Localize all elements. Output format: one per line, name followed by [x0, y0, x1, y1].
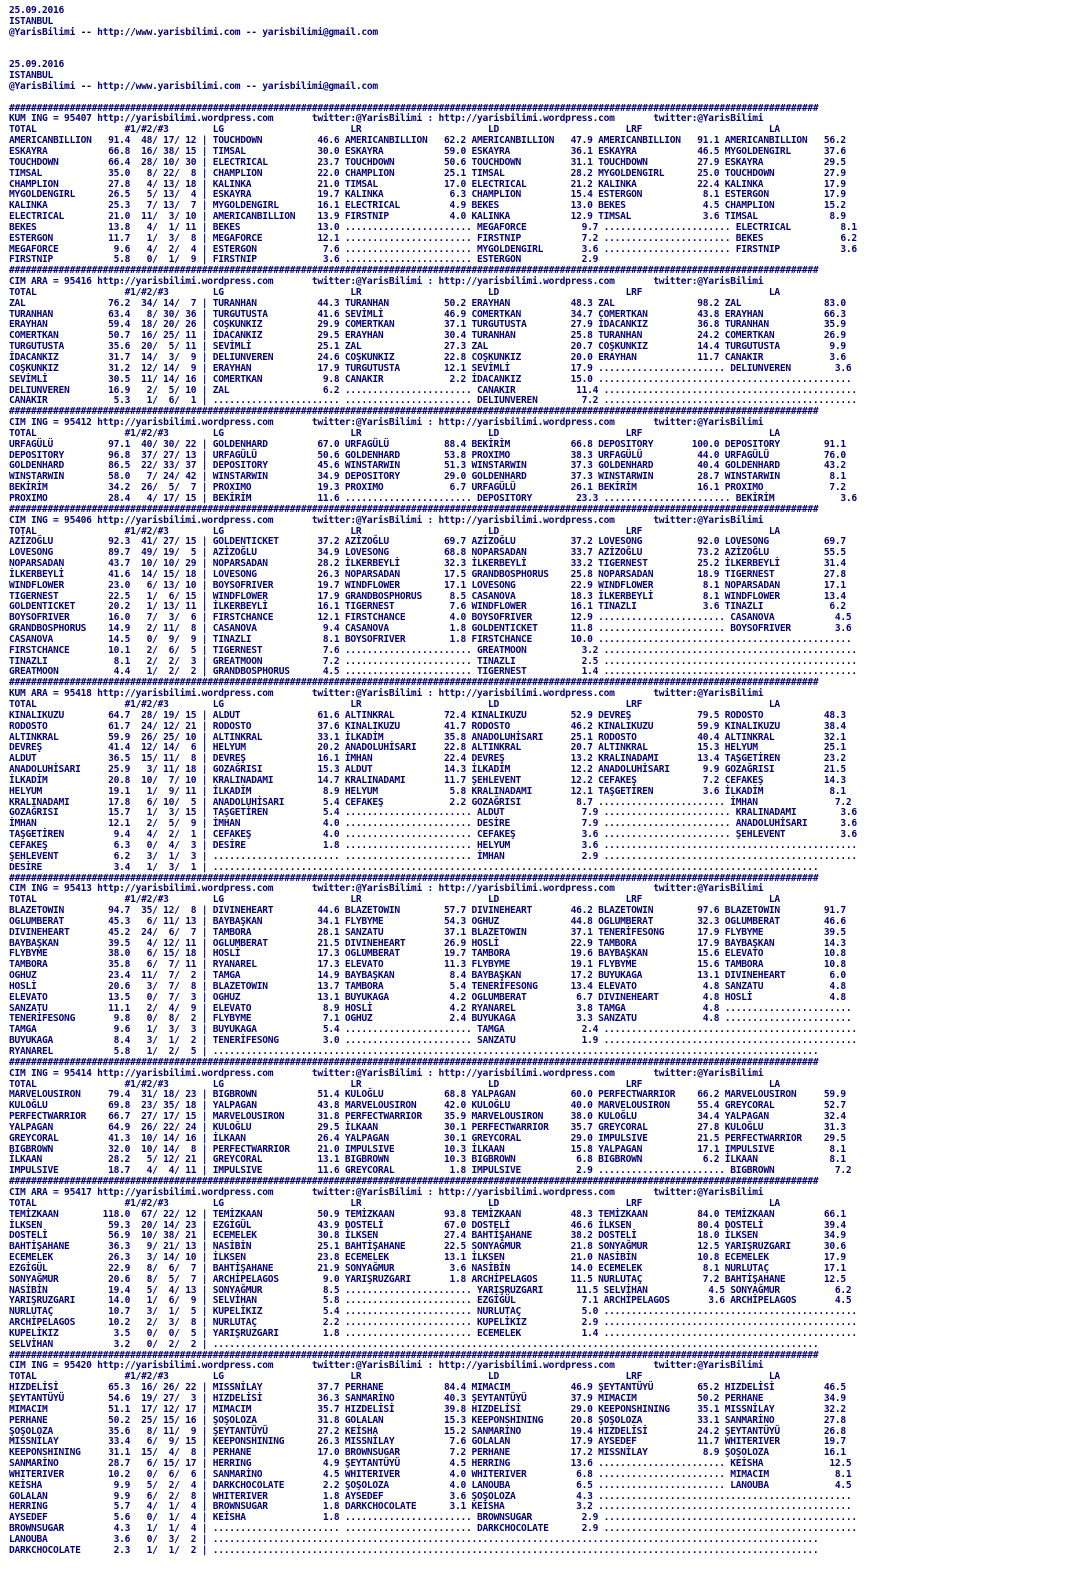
text-line: ZAL 76.2 34/ 14/ 7 | TURANHAN 44.3 TURANHAN 50.2 ERAYHAN 48.3 ZAL 98.2 ZAL 83.0 — [9, 297, 846, 309]
text-line: GREATMOON 4.4 1/ 2/ 2 | GRANDBOSPHORUS 4.5 ....................... TIGERNEST 1.4 .............................................. — [9, 666, 857, 678]
text-line: CIM ING = 95420 http://yarisbilimi.wordpress.com twitter:@YarisBilimi : http://yarisbilimi.wordpress.com twitter:@YarisBilimi — [9, 1360, 764, 1372]
text-line: ŞOŞOLOZA 35.6 8/ 11/ 9 | ŞEYTANTÜYÜ 27.2 KEİSHA 15.2 SANMARİNO 19.4 HIZDELİSİ 24.2 ŞEYTANTÜYÜ 26.8 — [9, 1425, 846, 1437]
text-line: TINAZLI 8.1 2/ 2/ 3 | GREATMOON 7.2 ....................... TINAZLI 2.5 .............................................. — [9, 655, 857, 667]
text-line: CIM ING = 95413 http://yarisbilimi.wordpress.com twitter:@YarisBilimi : http://yarisbilimi.wordpress.com twitter:@YarisBilimi — [9, 883, 764, 895]
text-line: TOTAL #1/#2/#3 LG LR LD LRF LA — [9, 1197, 780, 1209]
text-line: COMERTKAN 50.7 16/ 25/ 11 | İDACANKIZ 29.5 ERAYHAN 30.4 TURANHAN 25.8 TURANHAN 24.2 COMERTKAN 26.9 — [9, 330, 846, 342]
text-line: TOTAL #1/#2/#3 LG LR LD LRF LA — [9, 525, 780, 537]
text-line: NURLUTAÇ 10.7 3/ 1/ 5 | KUPELİKIZ 5.4 ....................... NURLUTAÇ 5.0 .............................................. — [9, 1306, 857, 1318]
text-line: CANAKIR 5.3 1/ 6/ 1 | ....................... ....................... DELIUNVEREN 7.2 .............................................. — [9, 395, 857, 407]
text-line: TURGUTUSTA 35.6 20/ 5/ 11 | SEVİMLİ 25.1 ZAL 27.3 ZAL 20.7 COŞKUNKIZ 14.4 TURGUTUSTA 9.9 — [9, 341, 846, 353]
text-line: ELECTRICAL 21.0 11/ 3/ 10 | AMERICANBILLION 13.9 FIRSTNIP 4.0 KALINKA 12.9 TIMSAL 3.6 TIMSAL 8.9 — [9, 211, 846, 223]
text-line: TAŞGETİREN 9.4 4/ 2/ 1 | CEFAKEŞ 4.0 ....................... CEFAKEŞ 3.6 ....................... ŞEHLEVENT 3.6 — [9, 829, 857, 841]
text-line: KULOĞLU 69.8 23/ 35/ 18 | YALPAGAN 43.8 MARVELOUSIRON 42.0 KULOĞLU 40.0 MARVELOUSIRON 55.4 GREYCORAL 52.7 — [9, 1100, 846, 1112]
text-line: ################################################################################################################################################### — [9, 265, 819, 277]
text-line: YARIŞRUZGARI 14.0 1/ 6/ 9 | SELVİHAN 5.8 ....................... EZGİGÜL 7.1 ARCHİPELAGOS 3.6 ARCHİPELAGOS 4.5 — [9, 1295, 852, 1307]
text-line: TEMİZKAAN 118.0 67/ 22/ 12 | TEMİZKAAN 50.9 TEMİZKAAN 93.8 TEMİZKAAN 48.3 TEMİZKAAN 84.0 TEMİZKAAN 66.1 — [9, 1208, 846, 1220]
text-line: RODOSTO 61.7 24/ 12/ 21 | RODOSTO 37.6 KINALIKUZU 41.7 RODOSTO 46.2 KINALIKUZU 59.9 KINALIKUZU 38.4 — [9, 720, 846, 732]
text-line: TOUCHDOWN 66.4 28/ 10/ 30 | ELECTRICAL 23.7 TOUCHDOWN 50.6 TOUCHDOWN 31.1 TOUCHDOWN 27.9 ESKAYRA 29.5 — [9, 156, 846, 168]
text-line: ALDUT 36.5 15/ 11/ 8 | DEVREŞ 16.1 İMHAN 22.4 DEVREŞ 13.2 KRALINADAMI 13.4 TAŞGETİREN 23.2 — [9, 753, 846, 765]
text-line: @YarisBilimi -- http://www.yarisbilimi.com -- yarisbilimi@gmail.com — [9, 26, 378, 38]
text-line: TIMSAL 35.0 8/ 22/ 8 | CHAMPLION 22.0 CHAMPLION 25.1 TIMSAL 28.2 MYGOLDENGIRL 25.0 TOUCHDOWN 27.9 — [9, 167, 846, 179]
race-stats-text — [9, 6, 1074, 1557]
text-line — [9, 49, 1074, 60]
text-line: GOLDENHARD 86.5 22/ 33/ 37 | DEPOSITORY 45.6 WINSTARWIN 51.3 WINSTARWIN 37.3 GOLDENHARD 40.4 GOLDENHARD 43.2 — [9, 460, 846, 472]
text-line: DELIUNVEREN 16.9 2/ 5/ 10 | ZAL 6.2 ....................... CANAKIR 11.4 .............................................. — [9, 384, 857, 396]
text-line: ISTANBUL — [9, 15, 54, 27]
text-line: MARVELOUSIRON 79.4 31/ 18/ 23 | BIGBROWN 51.4 KULOĞLU 68.8 YALPAGAN 60.0 PERFECTWARRIOR 66.2 MARVELOUSIRON 59.9 — [9, 1089, 846, 1101]
text-line: MIMACIM 51.1 17/ 12/ 17 | MIMACIM 35.7 HIZDELİSİ 39.8 HIZDELİSİ 29.0 KEEPONSHINING 35.1 MISSNİLAY 32.2 — [9, 1403, 846, 1415]
text-line: OGLUMBERAT 45.3 6/ 11/ 13 | BAYBAŞKAN 34.1 FLYBYME 54.3 OGHUZ 44.8 OGLUMBERAT 32.3 OGLUMBERAT 46.6 — [9, 915, 846, 927]
text-line: ################################################################################################################################################### — [9, 1349, 819, 1361]
text-line: LOVESONG 89.7 49/ 19/ 5 | AZİZOĞLU 34.9 LOVESONG 68.8 NOPARSADAN 33.7 AZİZOĞLU 73.2 AZİZOĞLU 55.5 — [9, 547, 846, 559]
text-line: PERHANE 50.2 25/ 15/ 16 | ŞOŞOLOZA 31.8 GOLALAN 15.3 KEEPONSHINING 20.8 ŞOŞOLOZA 33.1 SANMARİNO 27.8 — [9, 1414, 846, 1426]
text-line: FIRSTCHANCE 10.1 2/ 6/ 5 | TIGERNEST 7.6 ....................... GREATMOON 3.2 .............................................. — [9, 644, 857, 656]
text-line: MISSNİLAY 33.4 6/ 9/ 15 | KEEPONSHINING 26.3 MISSNİLAY 7.6 GOLALAN 17.9 AYSEDEF 11.7 WHITERIVER 19.7 — [9, 1436, 846, 1448]
text-line: ################################################################################################################################################### — [9, 1176, 819, 1188]
text-line: İLKADİM 20.8 10/ 7/ 10 | KRALINADAMI 14.7 KRALINADAMI 11.7 ŞEHLEVENT 12.2 CEFAKEŞ 7.2 CEFAKEŞ 14.3 — [9, 774, 846, 786]
text-line: AZİZOĞLU 92.3 41/ 27/ 15 | GOLDENTICKET 37.2 AZİZOĞLU 69.7 AZİZOĞLU 37.2 LOVESONG 92.0 LOVESONG 69.7 — [9, 536, 846, 548]
text-line: ARCHİPELAGOS 10.2 2/ 3/ 8 | NURLUTAÇ 2.2 ....................... KUPELİKIZ 2.9 .............................................. — [9, 1317, 857, 1329]
text-line: BAYBAŞKAN 39.5 4/ 12/ 11 | OGLUMBERAT 21.5 DIVINEHEART 26.9 HOSLİ 22.9 TAMBORA 17.9 BAYBAŞKAN 14.3 — [9, 937, 846, 949]
text-line: GOLDENTICKET 20.2 1/ 13/ 11 | İLKERBEYLİ 16.1 TIGERNEST 7.6 WINDFLOWER 16.1 TINAZLI 3.6 TINAZLI 6.2 — [9, 601, 846, 613]
text-line: BEKİRİM 34.2 26/ 5/ 7 | PROXIMO 19.3 PROXIMO 6.7 URFAGÜLÜ 26.1 BEKİRİM 16.1 PROXIMO 7.2 — [9, 482, 846, 494]
text-line: ISTANBUL — [9, 70, 54, 82]
text-line: 25.09.2016 — [9, 5, 65, 16]
text-line: ŞEHLEVENT 6.2 3/ 1/ 3 | ....................... ....................... İMHAN 2.9 .............................................. — [9, 850, 857, 862]
text-line: SANMARİNO 28.7 6/ 15/ 17 | HERRING 4.9 ŞEYTANTÜYÜ 4.5 HERRING 13.6 ....................... KEİSHA 12.5 — [9, 1458, 852, 1470]
text-line: IMPULSIVE 18.7 4/ 4/ 11 | IMPULSIVE 11.6 GREYCORAL 1.8 IMPULSIVE 2.9 ....................... BIGBROWN 7.2 — [9, 1165, 852, 1177]
text-line: TOTAL #1/#2/#3 LG LR LD LRF LA — [9, 286, 780, 298]
text-line: DEPOSITORY 96.8 37/ 27/ 13 | URFAGÜLÜ 50.6 GOLDENHARD 53.8 PROXIMO 38.3 URFAGÜLÜ 44.0 URFAGÜLÜ 76.0 — [9, 449, 846, 461]
text-line: BAHTİŞAHANE 36.3 9/ 21/ 13 | NASİBİN 25.1 BAHTİŞAHANE 22.5 SONYAĞMUR 21.8 SONYAĞMUR 12.5 YARIŞRUZGARI 30.6 — [9, 1241, 846, 1253]
text-line: KALINKA 25.3 7/ 13/ 7 | MYGOLDENGIRL 16.1 ELECTRICAL 4.9 BEKES 13.0 BEKES 4.5 CHAMPLION 15.2 — [9, 200, 846, 212]
text-line: İLKAAN 28.2 5/ 12/ 21 | GREYCORAL 13.1 BIGBROWN 10.3 BIGBROWN 6.8 BIGBROWN 6.2 İLKAAN 8.1 — [9, 1154, 846, 1166]
text-line: DARKCHOCOLATE 2.3 1/ 1/ 2 | .............................................................................................................. — [9, 1544, 819, 1556]
text-line: SEVİMLİ 30.5 11/ 14/ 16 | COMERTKAN 9.8 CANAKIR 2.2 İDACANKIZ 15.0 .............................................. — [9, 373, 852, 385]
text-line: PERFECTWARRIOR 66.7 27/ 17/ 15 | MARVELOUSIRON 31.8 PERFECTWARRIOR 35.9 MARVELOUSIRON 38.0 KULOĞLU 34.4 YALPAGAN 32.4 — [9, 1111, 846, 1123]
text-line: YALPAGAN 64.9 26/ 22/ 24 | KULOĞLU 29.5 İLKAAN 30.1 PERFECTWARRIOR 35.7 GREYCORAL 27.8 KULOĞLU 31.3 — [9, 1121, 846, 1133]
text-line: TENERİFESONG 9.8 0/ 8/ 2 | FLYBYME 7.1 OGHUZ 2.4 BUYUKAGA 3.3 SANZATU 4.8 ....................... — [9, 1013, 852, 1025]
text-line: CIM ING = 95412 http://yarisbilimi.wordpress.com twitter:@YarisBilimi : http://yarisbilimi.wordpress.com twitter:@YarisBilimi — [9, 417, 764, 429]
text-line: TURANHAN 63.4 8/ 30/ 36 | TURGUTUSTA 41.6 SEVİMLİ 46.9 COMERTKAN 34.7 COMERTKAN 43.8 ERAYHAN 66.3 — [9, 308, 846, 320]
text-line: ECEMELEK 26.3 3/ 14/ 10 | İLKSEN 23.8 ECEMELEK 13.1 İLKSEN 21.0 NASİBİN 10.8 ECEMELEK 17.9 — [9, 1252, 846, 1264]
text-line: TOTAL #1/#2/#3 LG LR LD LRF LA — [9, 1371, 780, 1383]
text-line: ESKAYRA 66.8 16/ 38/ 15 | TIMSAL 30.0 ESKAYRA 59.0 ESKAYRA 36.1 ESKAYRA 46.5 MYGOLDENGIRL 37.6 — [9, 145, 846, 157]
text-line: TOTAL #1/#2/#3 LG LR LD LRF LA — [9, 427, 780, 439]
text-line: URFAGÜLÜ 97.1 40/ 30/ 22 | GOLDENHARD 67.0 URFAGÜLÜ 88.4 BEKİRİM 66.8 DEPOSITORY 100.0 DEPOSITORY 91.1 — [9, 438, 846, 450]
text-line: CIM ING = 95406 http://yarisbilimi.wordpress.com twitter:@YarisBilimi : http://yarisbilimi.wordpress.com twitter:@YarisBilimi — [9, 514, 764, 526]
text-line: TOTAL #1/#2/#3 LG LR LD LRF LA — [9, 894, 780, 906]
text-line: WINSTARWIN 58.0 7/ 24/ 42 | WINSTARWIN 34.9 DEPOSITORY 29.0 GOLDENHARD 37.3 WINSTARWIN 28.7 WINSTARWIN 8.1 — [9, 471, 846, 483]
text-line: CEFAKEŞ 6.3 0/ 4/ 3 | DESİRE 1.8 ....................... HELYUM 3.6 .............................................. — [9, 839, 857, 851]
text-line: GOZAĞRISI 15.7 1/ 3/ 15 | TAŞGETİREN 5.4 ....................... ALDUT 7.9 ....................... KRALINADAMI 3.6 — [9, 807, 857, 819]
text-line: HOSLİ 20.6 3/ 7/ 8 | BLAZETOWIN 13.7 TAMBORA 5.4 TENERİFESONG 13.4 ELEVATO 4.8 SANZATU 4.8 — [9, 980, 846, 992]
text-line: OGHUZ 23.4 11/ 7/ 2 | TAMGA 14.9 BAYBAŞKAN 8.4 BAYBAŞKAN 17.2 BUYUKAGA 13.1 DIVINEHEART 6.0 — [9, 970, 846, 982]
text-line: AMERICANBILLION 91.4 48/ 17/ 12 | TOUCHDOWN 46.6 AMERICANBILLION 62.2 AMERICANBILLION 47.9 AMERICANBILLION 91.1 AMERICANBILLION 56.2 — [9, 135, 846, 147]
text-line: CIM ING = 95414 http://yarisbilimi.wordpress.com twitter:@YarisBilimi : http://yarisbilimi.wordpress.com twitter:@YarisBilimi — [9, 1067, 764, 1079]
text-line: COŞKUNKIZ 31.2 12/ 14/ 9 | ERAYHAN 17.9 TURGUTUSTA 12.1 SEVİMLİ 17.9 ....................... DELIUNVEREN 3.6 — [9, 362, 852, 374]
text-line: TIGERNEST 22.5 1/ 6/ 15 | WINDFLOWER 17.9 GRANDBOSPHORUS 8.5 CASANOVA 18.3 İLKERBEYLİ 8.1 WINDFLOWER 13.4 — [9, 590, 846, 602]
text-line: ################################################################################################################################################### — [9, 503, 819, 515]
text-line: İLKERBEYLİ 41.6 14/ 15/ 18 | LOVESONG 26.3 NOPARSADAN 17.5 GRANDBOSPHORUS 25.8 NOPARSADAN 18.9 TIGERNEST 27.8 — [9, 568, 846, 580]
text-line: WINDFLOWER 23.0 6/ 13/ 10 | BOYSOFRIVER 19.7 WINDFLOWER 17.1 LOVESONG 22.9 WINDFLOWER 8.1 NOPARSADAN 17.1 — [9, 579, 846, 591]
text-line: @YarisBilimi -- http://www.yarisbilimi.com -- yarisbilimi@gmail.com — [9, 80, 378, 92]
text-line: KINALIKUZU 64.7 28/ 19/ 15 | ALDUT 61.6 ALTINKRAL 72.4 KINALIKUZU 52.9 DEVREŞ 79.5 RODOSTO 48.3 — [9, 709, 846, 721]
text-line — [9, 93, 1074, 104]
text-line: BIGBROWN 32.0 10/ 14/ 8 | PERFECTWARRIOR 21.0 IMPULSIVE 10.3 İLKAAN 15.8 YALPAGAN 17.1 IMPULSIVE 8.1 — [9, 1143, 846, 1155]
text-line: TOTAL #1/#2/#3 LG LR LD LRF LA — [9, 699, 780, 710]
text-line: KUM ING = 95407 http://yarisbilimi.wordpress.com twitter:@YarisBilimi : http://yarisbilimi.wordpress.com twitter:@YarisBilimi — [9, 113, 764, 125]
text-line: BUYUKAGA 8.4 3/ 1/ 2 | TENERİFESONG 3.0 ....................... SANZATU 1.9 .............................................. — [9, 1035, 857, 1047]
text-line: ################################################################################################################################################### — [9, 872, 819, 884]
text-line: PROXIMO 28.4 4/ 17/ 15 | BEKİRİM 11.6 ....................... DEPOSITORY 23.3 ....................... BEKİRİM 3.6 — [9, 492, 857, 504]
text-line: KUM ARA = 95418 http://yarisbilimi.wordpress.com twitter:@YarisBilimi : http://yarisbilimi.wordpress.com twitter:@YarisBilimi — [9, 688, 764, 700]
text-line: HELYUM 19.1 1/ 9/ 11 | İLKADİM 8.9 HELYUM 5.8 KRALINADAMI 12.1 TAŞGETİREN 3.6 İLKADİM 8.1 — [9, 785, 846, 797]
text-line: ALTINKRAL 59.9 26/ 25/ 10 | ALTINKRAL 33.1 İLKADİM 35.8 ANADOLUHİSARI 25.1 RODOSTO 40.4 ALTINKRAL 32.1 — [9, 731, 846, 743]
text-line: İLKSEN 59.3 20/ 14/ 23 | EZGİGÜL 43.9 DOSTELİ 67.0 DOSTELİ 46.6 İLKSEN 80.4 DOSTELİ 39.4 — [9, 1219, 846, 1231]
text-line: NASİBİN 19.4 5/ 4/ 13 | SONYAĞMUR 8.5 ....................... YARIŞRUZGARI 11.5 SELVİHAN 4.5 SONYAĞMUR 6.2 — [9, 1284, 852, 1296]
text-line: ################################################################################################################################################### — [9, 102, 819, 114]
text-line: CASANOVA 14.5 0/ 9/ 9 | TINAZLI 8.1 BOYSOFRIVER 1.8 FIRSTCHANCE 10.0 .............................................. — [9, 633, 852, 645]
text-line: LANOUBA 3.6 0/ 3/ 2 | .............................................................................................................. — [9, 1533, 819, 1545]
text-line: SELVİHAN 3.2 0/ 2/ 2 | .............................................................................................................. — [9, 1338, 819, 1350]
text-line: TOTAL #1/#2/#3 LG LR LD LRF LA — [9, 1078, 780, 1090]
text-line: KEEPONSHINING 31.1 15/ 4/ 8 | PERHANE 17.0 BROWNSUGAR 7.2 PERHANE 17.2 MISSNİLAY 8.9 ŞOŞOLOZA 16.1 — [9, 1447, 846, 1459]
text-line: 25.09.2016 — [9, 59, 65, 71]
text-line — [9, 39, 1074, 50]
text-line: SONYAĞMUR 20.6 8/ 5/ 7 | ARCHİPELAGOS 9.0 YARIŞRUZGARI 1.8 ARCHİPELAGOS 11.5 NURLUTAÇ 7.2 BAHTİŞAHANE 12.5 — [9, 1273, 846, 1285]
text-line: NOPARSADAN 43.7 10/ 10/ 29 | NOPARSADAN 28.2 İLKERBEYLİ 32.3 İLKERBEYLİ 33.2 TIGERNEST 25.2 İLKERBEYLİ 31.4 — [9, 558, 846, 570]
text-line: BEKES 13.8 4/ 1/ 11 | BEKES 13.0 ....................... MEGAFORCE 9.7 ....................... ELECTRICAL 8.1 — [9, 221, 857, 233]
text-line: ANADOLUHİSARI 25.9 3/ 11/ 18 | GOZAĞRISI 15.3 ALDUT 14.3 İLKADİM 12.2 ANADOLUHİSARI 9.9 GOZAĞRISI 21.5 — [9, 764, 846, 776]
text-line: KRALINADAMI 17.8 6/ 10/ 5 | ANADOLUHİSARI 5.4 CEFAKEŞ 2.2 GOZAĞRISI 8.7 ....................... İMHAN 7.2 — [9, 796, 852, 808]
text-line: KUPELİKIZ 3.5 0/ 0/ 5 | YARIŞRUZGARI 1.8 ....................... ECEMELEK 1.4 .............................................. — [9, 1327, 857, 1339]
text-line: AYSEDEF 5.6 0/ 1/ 4 | KEİSHA 1.8 ....................... BROWNSUGAR 2.9 .............................................. — [9, 1512, 857, 1524]
text-line: SANZATU 11.1 2/ 4/ 9 | ELEVATO 8.9 HOSLİ 4.2 RYANAREL 3.8 TAMGA 4.8 ....................... — [9, 1002, 852, 1014]
text-line: DESİRE 3.4 1/ 3/ 1 | .............................................................................................................. — [9, 861, 819, 873]
text-line: CIM ARA = 95416 http://yarisbilimi.wordpress.com twitter:@YarisBilimi : http://yarisbilimi.wordpress.com twitter:@YarisBilimi — [9, 276, 764, 288]
text-line: HIZDELİSİ 65.3 16/ 26/ 22 | MISSNİLAY 37.7 PERHANE 84.4 MIMACIM 46.9 ŞEYTANTÜYÜ 65.2 HIZDELİSİ 46.5 — [9, 1382, 846, 1394]
text-line: TAMGA 9.6 1/ 3/ 3 | BUYUKAGA 5.4 ....................... TAMGA 2.4 .............................................. — [9, 1024, 857, 1036]
text-line: ŞEYTANTÜYÜ 54.6 19/ 27/ 3 | HIZDELİSİ 36.3 SANMARİNO 40.3 ŞEYTANTÜYÜ 37.9 MIMACIM 50.2 PERHANE 34.9 — [9, 1393, 846, 1404]
text-line: İDACANKIZ 31.7 14/ 3/ 9 | DELIUNVEREN 24.6 COŞKUNKIZ 22.8 COŞKUNKIZ 20.0 ERAYHAN 11.7 CANAKIR 3.6 — [9, 352, 846, 363]
text-line: TAMBORA 35.8 6/ 7/ 11 | RYANAREL 17.3 ELEVATO 11.3 FLYBYME 19.1 FLYBYME 15.6 TAMBORA 10.8 — [9, 959, 846, 971]
text-line: ERAYHAN 59.4 18/ 20/ 26 | COŞKUNKIZ 29.9 COMERTKAN 37.1 TURGUTUSTA 27.9 İDACANKIZ 36.8 TURANHAN 35.9 — [9, 319, 846, 331]
text-line: KEİSHA 9.9 5/ 2/ 4 | DARKCHOCOLATE 2.2 ŞOŞOLOZA 4.0 LANOUBA 6.5 ....................... LANOUBA 4.5 — [9, 1479, 852, 1491]
text-line: ################################################################################################################################################### — [9, 406, 819, 418]
text-line: DEVREŞ 41.4 12/ 14/ 6 | HELYUM 20.2 ANADOLUHİSARI 22.8 ALTINKRAL 20.7 ALTINKRAL 15.3 HELYUM 25.1 — [9, 742, 846, 754]
text-line: GOLALAN 9.9 6/ 2/ 8 | WHITERIVER 1.8 AYSEDEF 3.6 ŞOŞOLOZA 4.3 .............................................. — [9, 1490, 852, 1502]
text-line: ################################################################################################################################################### — [9, 1056, 819, 1068]
text-line: MYGOLDENGIRL 26.5 5/ 13/ 4 | ESKAYRA 19.7 KALINKA 6.3 CHAMPLION 15.4 ESTERGON 8.1 ESTERGON 17.9 — [9, 189, 846, 201]
text-line: CHAMPLION 27.8 4/ 13/ 18 | KALINKA 21.0 TIMSAL 17.0 ELECTRICAL 21.2 KALINKA 22.4 KALINKA 17.9 — [9, 178, 846, 190]
text-line: DIVINEHEART 45.2 24/ 6/ 7 | TAMBORA 28.1 SANZATU 37.1 BLAZETOWIN 37.1 TENERİFESONG 17.9 FLYBYME 39.5 — [9, 926, 846, 938]
text-line: FIRSTNIP 5.8 0/ 1/ 9 | FIRSTNIP 3.6 ....................... ESTERGON 2.9 — [9, 254, 599, 266]
text-line: BLAZETOWIN 94.7 35/ 12/ 8 | DIVINEHEART 44.6 BLAZETOWIN 57.7 DIVINEHEART 46.2 BLAZETOWIN 97.6 BLAZETOWIN 91.7 — [9, 905, 846, 917]
text-line: DOSTELİ 56.9 10/ 38/ 21 | ECEMELEK 30.8 İLKSEN 27.4 BAHTİŞAHANE 38.2 DOSTELİ 18.0 İLKSEN 34.9 — [9, 1230, 846, 1242]
text-line: ESTERGON 11.7 1/ 3/ 8 | MEGAFORCE 12.1 ....................... FIRSTNIP 7.2 ....................... BEKES 6.2 — [9, 232, 857, 244]
text-line: İMHAN 12.1 2/ 5/ 9 | İMHAN 4.0 ....................... DESİRE 7.9 ....................... ANADOLUHİSARI 3.6 — [9, 818, 857, 830]
text-line: ################################################################################################################################################### — [9, 677, 819, 689]
text-line: TOTAL #1/#2/#3 LG LR LD LRF LA — [9, 124, 780, 136]
text-line: RYANAREL 5.8 1/ 2/ 5 | .............................................................................................................. — [9, 1046, 819, 1057]
text-line: FLYBYME 38.0 6/ 15/ 18 | HOSLİ 17.3 OGLUMBERAT 19.7 TAMBORA 19.6 BAYBAŞKAN 15.6 ELEVATO 10.8 — [9, 948, 846, 960]
text-line: EZGİGÜL 22.9 8/ 6/ 7 | BAHTİŞAHANE 21.9 SONYAĞMUR 3.6 NASİBİN 14.0 ECEMELEK 8.1 NURLUTAÇ 17.1 — [9, 1262, 846, 1274]
text-line: HERRING 5.7 4/ 1/ 4 | BROWNSUGAR 1.8 DARKCHOCOLATE 3.1 KEİSHA 3.2 .............................................. — [9, 1501, 852, 1513]
text-line: MEGAFORCE 9.6 4/ 2/ 4 | ESTERGON 7.6 ....................... MYGOLDENGIRL 3.6 ....................... FIRSTNIP 3.6 — [9, 243, 857, 255]
text-line: ELEVATO 13.5 0/ 7/ 3 | OGHUZ 13.1 BUYUKAGA 4.2 OGLUMBERAT 6.7 DIVINEHEART 4.8 HOSLİ 4.8 — [9, 991, 846, 1003]
text-line: WHITERIVER 10.2 0/ 6/ 6 | SANMARİNO 4.5 WHITERIVER 4.0 WHITERIVER 6.8 ....................... MIMACIM 8.1 — [9, 1468, 852, 1480]
text-line: GREYCORAL 41.3 10/ 14/ 16 | İLKAAN 26.4 YALPAGAN 30.1 GREYCORAL 29.0 IMPULSIVE 21.5 PERFECTWARRIOR 29.5 — [9, 1132, 846, 1144]
text-line: BOYSOFRIVER 16.0 7/ 3/ 6 | FIRSTCHANCE 12.1 FIRSTCHANCE 4.0 BOYSOFRIVER 12.9 ....................... CASANOVA 4.5 — [9, 612, 852, 624]
text-line: CIM ARA = 95417 http://yarisbilimi.wordpress.com twitter:@YarisBilimi : http://yarisbilimi.wordpress.com twitter:@YarisBilimi — [9, 1186, 764, 1198]
text-line: BROWNSUGAR 4.3 1/ 1/ 4 | ....................... ....................... DARKCHOCOLATE 2.9 .............................................. — [9, 1523, 857, 1535]
text-line: GRANDBOSPHORUS 14.9 2/ 11/ 8 | CASANOVA 9.4 CASANOVA 1.8 GOLDENTICKET 11.8 ....................... BOYSOFRIVER 3.6 — [9, 623, 852, 635]
